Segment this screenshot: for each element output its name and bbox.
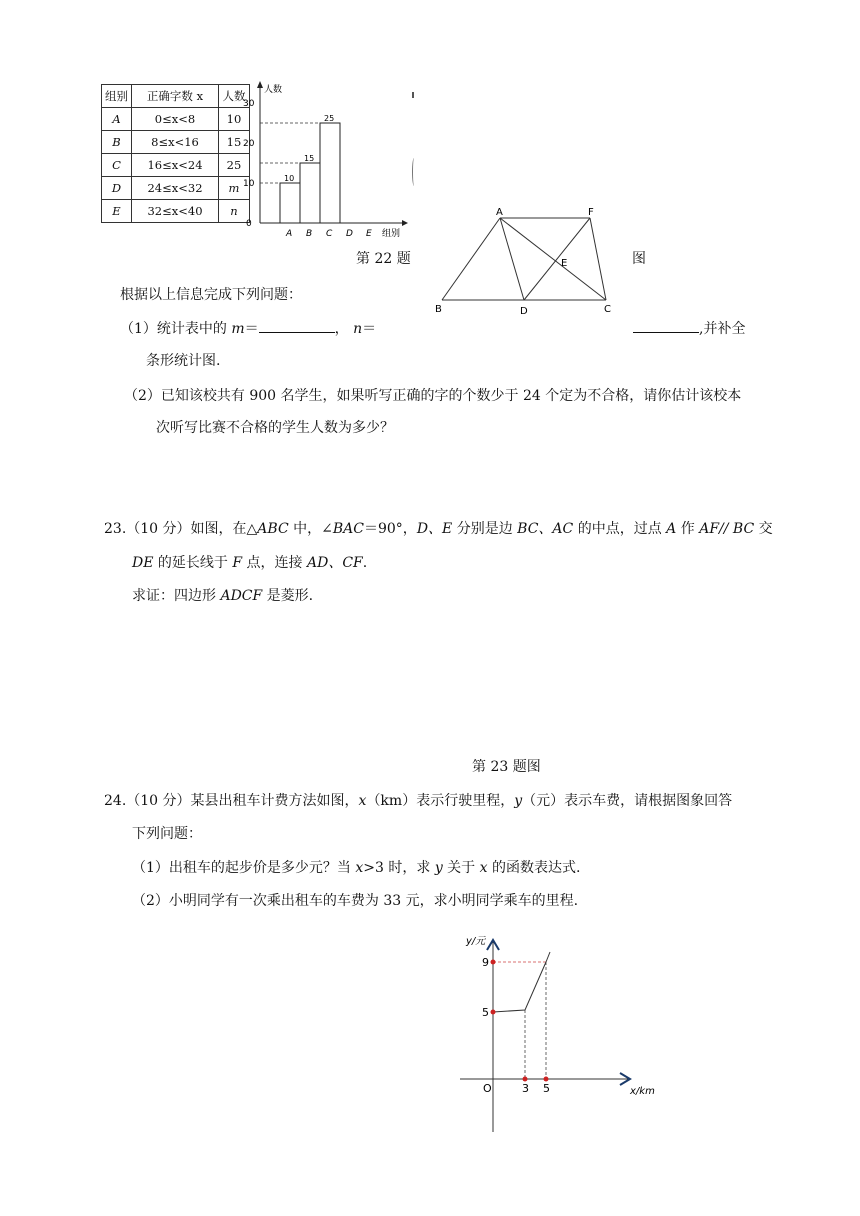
q22-part2-line2: 次听写比赛不合格的学生人数为多少？ — [156, 420, 394, 436]
q23-var: ADCF — [220, 588, 263, 604]
q24-text: >3 时，求 — [363, 860, 435, 876]
q23-var: AF// BC — [699, 521, 755, 537]
q23-text: 分别是边 — [452, 521, 518, 537]
q23-text: 求证：四边形 — [132, 588, 221, 604]
q22-part2-line1: （2）已知该校共有 900 名学生，如果听写正确的字的个数少于 24 个定为不合格，请你估计该校本 — [124, 388, 742, 404]
table-row — [102, 200, 250, 223]
q23-var: DE — [132, 555, 154, 571]
q23-text: ＝90°， — [363, 521, 417, 537]
bar-data-label: 25 — [324, 114, 335, 123]
y-tick-label: 30 — [243, 99, 255, 109]
answer-blank-m[interactable] — [259, 320, 335, 333]
q22-part1-text: （1）统计表中的 — [120, 321, 227, 337]
table-header-row — [102, 85, 250, 108]
q23-text: 是菱形. — [262, 588, 314, 604]
table-row — [102, 154, 250, 177]
range-cell: 0≤x<8 — [132, 108, 219, 131]
range-cell: 16≤x<24 — [132, 154, 219, 177]
q24-var: x — [358, 793, 367, 809]
point-label-f: F — [588, 207, 594, 218]
figure-caption-23: 第 23 题图 — [472, 759, 541, 775]
geometry-figure — [430, 202, 630, 322]
x-axis-label: x/km — [630, 1086, 655, 1097]
range-cell: 24≤x<32 — [132, 177, 219, 200]
q22-part1-tail-text: ,并补全 — [699, 321, 746, 337]
q24-line2: 下列问题： — [132, 826, 202, 842]
q23-text: 作 — [676, 521, 700, 537]
count-cell: m — [219, 177, 250, 200]
var-n: n — [353, 321, 363, 337]
q23-text: . — [362, 555, 368, 571]
table-row — [102, 108, 250, 131]
q24-var: x — [479, 860, 488, 876]
q24-part1 — [132, 857, 580, 877]
x-tick-point — [523, 1077, 528, 1082]
q23-var: A — [666, 521, 677, 537]
table-row — [102, 131, 250, 154]
x-tick-label: E — [366, 229, 372, 239]
comma: ， — [334, 321, 349, 337]
count-cell: 25 — [219, 154, 250, 177]
bar-c — [320, 123, 340, 223]
point-label-d: D — [520, 306, 528, 317]
point-label-b: B — [435, 304, 442, 315]
fare-line-graph — [450, 922, 680, 1137]
group-cell: E — [102, 200, 132, 223]
q24-text: 24.（10 分）某县出租车计费方法如图， — [104, 793, 359, 809]
q23-text: 点，连接 — [242, 555, 307, 571]
eq-sign: ＝ — [244, 321, 259, 337]
x-tick-point — [544, 1077, 549, 1082]
count-cell: 10 — [219, 108, 250, 131]
count-cell: 15 — [219, 131, 250, 154]
group-cell: D — [102, 177, 132, 200]
q24-text: 的函数表达式. — [487, 860, 581, 876]
table-header-cell: 组别 — [102, 85, 132, 108]
q24-line1 — [104, 790, 732, 810]
q22-part1-tail — [633, 318, 745, 338]
table-row — [102, 177, 250, 200]
q23-text: 23.（10 分）如图，在△ — [104, 521, 258, 537]
y-axis-label: y/元 — [466, 936, 486, 947]
figure-caption-22: 第 22 题 — [356, 251, 411, 267]
y-tick-label: 20 — [243, 139, 255, 149]
group-cell: C — [102, 154, 132, 177]
point-label-e: E — [561, 258, 568, 269]
q23-var: D、E — [416, 521, 453, 537]
group-cell: B — [102, 131, 132, 154]
y-tick-label: 5 — [482, 1006, 489, 1019]
q23-line1 — [104, 518, 773, 538]
scan-artifact — [412, 92, 414, 98]
q22-intro: 根据以上信息完成下列问题： — [120, 287, 302, 303]
q23-var: BAC — [332, 521, 364, 537]
fare-line — [493, 962, 546, 1012]
bar-a — [280, 183, 300, 223]
q23-line2 — [132, 552, 367, 572]
figure-caption-22-end: 图 — [632, 251, 646, 267]
q23-text: 交 — [754, 521, 773, 537]
q24-text: 关于 — [442, 860, 480, 876]
point-label-a: A — [496, 207, 503, 218]
y-tick-point — [491, 960, 496, 965]
bar-b — [300, 163, 320, 223]
x-tick-label: 3 — [522, 1082, 529, 1095]
q24-text: （km）表示行驶里程， — [366, 793, 515, 809]
scan-artifact — [412, 158, 416, 186]
eq-sign: ＝ — [362, 321, 377, 337]
q24-var: x — [355, 860, 364, 876]
x-tick-label: D — [346, 229, 353, 239]
x-axis-label: 组别 — [382, 229, 401, 239]
y-tick-label: 0 — [246, 219, 252, 229]
q24-text: （元）表示车费，请根据图象回答 — [522, 793, 733, 809]
bar-chart — [240, 78, 410, 243]
q23-text: 的中点，过点 — [573, 521, 667, 537]
y-tick-label: 10 — [243, 179, 255, 189]
q24-text: （1）出租车的起步价是多少元？当 — [132, 860, 356, 876]
q23-text: 的延长线于 — [153, 555, 233, 571]
q22-part1-line2: 条形统计图. — [146, 353, 221, 369]
table-header-cell: 人数 — [219, 85, 250, 108]
q23-var: AD、CF — [306, 555, 363, 571]
q23-text: 中，∠ — [288, 521, 333, 537]
q24-part2: （2）小明同学有一次乘出租车的车费为 33 元，求小明同学乘车的里程. — [132, 893, 579, 909]
x-tick-label: C — [326, 229, 333, 239]
answer-blank-n[interactable] — [633, 320, 699, 333]
q23-var: ABC — [257, 521, 289, 537]
var-m: m — [231, 321, 245, 337]
q24-var: y — [434, 860, 443, 876]
q23-var: F — [232, 555, 243, 571]
q22-part1 — [120, 318, 376, 338]
x-tick-label: 5 — [543, 1082, 550, 1095]
point-label-c: C — [604, 304, 611, 315]
origin-label: O — [483, 1082, 492, 1095]
count-cell: n — [219, 200, 250, 223]
x-tick-label: B — [306, 229, 313, 239]
y-axis-label: 人数 — [264, 85, 283, 95]
range-cell: 32≤x<40 — [132, 200, 219, 223]
bar-data-label: 10 — [284, 174, 295, 183]
range-cell: 8≤x<16 — [132, 131, 219, 154]
group-cell: A — [102, 108, 132, 131]
table-header-cell: 正确字数 x — [132, 85, 219, 108]
frequency-table — [101, 84, 250, 223]
y-tick-label: 9 — [482, 956, 489, 969]
q23-prove — [132, 585, 313, 605]
q23-var: BC、AC — [517, 521, 574, 537]
y-tick-point — [491, 1010, 496, 1015]
bar-data-label: 15 — [304, 154, 315, 163]
q24-var: y — [514, 793, 523, 809]
x-tick-label: A — [286, 229, 293, 239]
